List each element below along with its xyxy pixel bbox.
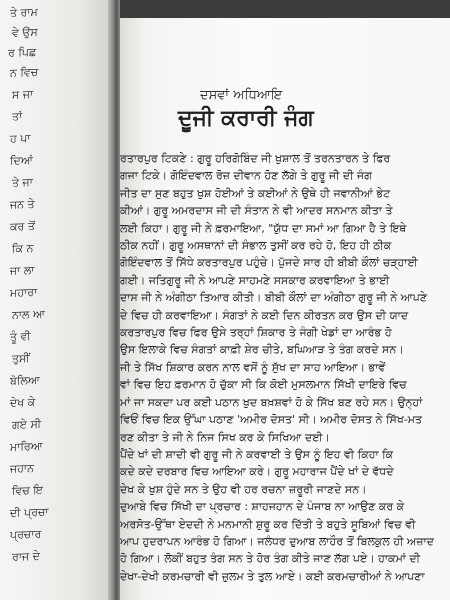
- chapter-number: ਦਸਵਾਂ ਅਧਿਆਇ: [200, 88, 283, 103]
- body-line: ਠੀਕ ਨਹੀਂ। ਗੁਰੂ ਅਸਥਾਨਾਂ ਦੀ ਸੰਭਾਲ ਤੁਸੀਂ ਕਰ ਰਹੇ ਹੋ, ਇਹ ਹੀ ਠੀਕ: [120, 239, 392, 253]
- body-line: ਮਾਂ ਜਾ ਸਕਦਾ ਪਰ ਕਈ ਪਠਾਨ ਖੁਦ ਬਖ਼ਸ਼ਵਾਂ ਹੋ ਕੇ ਸਿੱਖ ਬਣ ਰਹੇ ਸਨ। ਉਨ੍ਹਾਂ: [120, 395, 423, 409]
- body-line: ਵਿਓਂ ਵਿਚ ਇਕ ਉੱਘਾ ਪਠਾਣ 'ਅਮੀਰ ਦੋਸਤ' ਸੀ। ਅਮੀਰ ਦੋਸਤ ਨੇ ਸਿੱਖ-ਮਤ: [120, 413, 423, 427]
- left-page-line: ਦਿਆਂ: [10, 153, 33, 168]
- left-page-line: ਤੇ ਜਾ: [12, 175, 33, 190]
- left-page-line: ਤੂੰ ਵੀ: [10, 329, 31, 344]
- body-line: ਗਈ। ਜਤਿਗੁਰੂ ਜੀ ਨੇ ਆਪਣੇ ਸਾਹਮਣੇ ਸਸਕਾਰ ਕਰਵਾਇਆ ਤੇ ਭਾਈ: [120, 273, 390, 287]
- body-line: ਹੋ ਗਿਆ। ਲੋਕੀਂ ਬਹੁਤ ਤੰਗ ਸਨ ਤੇ ਹੋਰ ਤੰਗ ਕੀਤੇ ਜਾਣ ਲੱਗ ਪਏ। ਹਾਕਮਾਂ ਦੀ: [120, 552, 421, 566]
- body-line: ਜੀਤ ਦਾ ਸੁਣ ਬਹੁਤ ਖੁਸ਼ ਹੋਈਆਂ ਤੇ ਕਈਆਂ ਨੇ ਉਥੇ ਹੀ ਜਵਾਨੀਆਂ ਭੇਟ: [120, 186, 391, 200]
- body-line: ਅਰਸੋਤ-ਉੱਥਾ ਏਦਦੀ ਨੇ ਮਨਮਾਨੀ ਸ਼ੁਰੂ ਕਰ ਦਿੱਤੀ ਤੇ ਬਹੁਤੇ ਸੂਬਿਆਂ ਵਿਚ ਵੀ: [120, 517, 416, 531]
- body-line: ਉਸ ਇਲਾਕੇ ਵਿਚ ਸੰਗਤਾਂ ਕਾਫ਼ੀ ਸ਼ੇਰ ਚੀਤੇ, ਬਘਿਆੜ ਤੇ ਤੰਗ ਕਰਦੇ ਸਨ।: [120, 343, 404, 357]
- left-page-line: ਜਹਾਨ: [10, 461, 34, 476]
- left-page-line: ਬੋਲਿਆ: [10, 373, 40, 388]
- left-page-line: ਗਏ ਸੀ: [12, 417, 42, 432]
- left-page-line: ਕਰ ਤੋਂ: [10, 219, 35, 234]
- body-line: ਦੁਆਬੇ ਵਿਚ ਸਿੱਖੀ ਦਾ ਪ੍ਰਚਾਰ : ਸ਼ਾਹਜਹਾਨ ਦੇ ਪੰਜਾਬ ਨਾ ਆਉਣ ਕਰ ਕੇ: [120, 500, 405, 514]
- body-line: ਜੀ ਤੇ ਸਿੱਖ ਸ਼ਿਕਾਰ ਕਰਨ ਨਾਲ ਵਸੋਂ ਨੂੰ ਸੁੱਖ ਦਾ ਸਾਹ ਆਇਆ। ਭਾਵੇਂ: [120, 360, 386, 374]
- body-line: ਦੇ ਵਿਚ ਹੀ ਕਰਵਾਇਆ। ਸੰਗਤਾਂ ਨੇ ਕਈ ਦਿਨ ਕੀਰਤਨ ਕਰ ਉਸ ਦੀ ਯਾਦ: [120, 308, 409, 322]
- left-page-line: ਸ ਜਾ: [12, 87, 34, 102]
- left-page-line: ਵੇ ਉਸ: [12, 25, 38, 40]
- left-page-line: ਮਹਾਰਾ: [10, 285, 38, 300]
- body-line: ਦੇਖ ਕੇ ਖੁਸ਼ ਹੁੰਦੇ ਸਨ ਤੇ ਉਹ ਵੀ ਹਰ ਰਚਨਾ ਜ਼ਰੂਰੀ ਜਾਣਦੇ ਸਨ।: [120, 482, 367, 496]
- left-page-line: ਜਨ ਤੇ: [10, 197, 35, 212]
- body-line: ਦਾਸ ਜੀ ਨੇ ਅੰਗੀਠਾ ਤਿਆਰ ਕੀਤੀ। ਬੀਬੀ ਕੌਲਾਂ ਦਾ ਅੰਗੀਠਾ ਗੁਰੂ ਜੀ ਨੇ ਆਪਣੇ: [120, 291, 428, 305]
- chapter-body: [120, 150, 446, 585]
- page-top-shadow: [120, 0, 450, 18]
- left-page-line: ਪ੍ਰਚਾਰ: [10, 527, 42, 542]
- left-page-line: ਦੇਖ ਕੇ: [10, 395, 36, 410]
- left-page-line: ਜਾ ਲਾ: [10, 263, 35, 278]
- left-page-line: ਤੇ ਰਾਮ: [10, 5, 38, 20]
- chapter-title: ਦੂਜੀ ਕਰਾਰੀ ਜੰਗ: [178, 106, 314, 131]
- left-page-line: ਮਾਰਿਆ: [10, 439, 43, 454]
- body-line: ਵਾਂ ਵਿਚ ਇਹ ਫ਼ਰਮਾਨ ਹੋ ਚੁੱਕਾ ਸੀ ਕਿ ਕੋਈ ਮੁਸਲਮਾਨ ਸਿੱਖੀ ਦਾਇਰੇ ਵਿਚ: [120, 378, 407, 392]
- body-line: ਲਈ ਕਿਹਾ। ਗੁਰੂ ਜੀ ਨੇ ਫ਼ਰਮਾਇਆ, "ਯੁੱਧ ਦਾ ਸਮਾਂ ਆ ਗਿਆ ਹੈ ਤੇ ਇਥੇ: [120, 221, 407, 235]
- left-page-line: ਕਿ ਨ: [12, 241, 34, 256]
- body-line: ਕਰਤਾਰਪੁਰ ਵਿਚ ਫਿਰ ਉਸੇ ਤਰ੍ਹਾਂ ਸ਼ਿਕਾਰ ਤੇ ਜੰਗੀ ਖੇਡਾਂ ਦਾ ਆਰੰਭ ਹੋ: [120, 326, 392, 340]
- body-line: ਗਜਾ ਟਿਕੇ। ਗੋਇੰਦਵਾਲ ਰੋਜ਼ ਦੀਵਾਨ ਹੋਣ ਲੱਗੇ ਤੇ ਗੁਰੂ ਜੀ ਦੀ ਜੰਗ: [120, 169, 372, 183]
- left-page-line: ਰਾਜ ਦੇ: [12, 549, 40, 564]
- body-line: ਰਤਾਰਪੁਰ ਟਿਕਣੇ : ਗੁਰੂ ਹਰਿਗੋਬਿੰਦ ਜੀ ਖੁਸ਼ਾਲ ਤੋਂ ਤਰਨਤਾਰਨ ਤੇ ਫਿਰ: [120, 152, 391, 165]
- left-page-line: ਦੀ ਪ੍ਰਚਾ: [10, 505, 49, 520]
- left-page-line: ਨ ਵਿਚ: [10, 65, 39, 80]
- body-line: ਰਣ ਕੀਤਾ ਤੇ ਜੀ ਨੇ ਨਿਜ ਸਿਖ ਕਰ ਕੇ ਸਿਖਿਆ ਦਈ।: [120, 430, 330, 444]
- body-line: ਕਦੇ ਕਦੇ ਦਰਬਾਰ ਵਿਚ ਆਇਆ ਕਰੇ। ਗੁਰੂ ਮਹਾਰਾਜ ਪੈਂਦੇ ਖਾਂ ਦੇ ਵੱਧਦੇ: [120, 465, 394, 479]
- left-page-line: ਨਾਲ ਆ: [12, 307, 45, 322]
- left-page-line: ਵਿਚ ਇ: [12, 483, 43, 498]
- body-line: ਕੀਆਂ। ਗੁਰੂ ਅਮਰਦਾਸ ਜੀ ਦੀ ਸੰਤਾਨ ਨੇ ਵੀ ਆਦਰ ਸਨਮਾਨ ਕੀਤਾ ਤੇ: [120, 204, 393, 218]
- left-page: [0, 0, 112, 600]
- left-page-line: ਤੁਸੀਂ: [12, 351, 30, 366]
- body-line: ਦੇਖਾ-ਦੇਖੀ ਕਰਮਚਾਰੀ ਵੀ ਜ਼ੁਲਮ ਤੇ ਤੁਲ ਆਏ। ਕਈ ਕਰਮਚਾਰੀਆਂ ਨੇ ਆਪਣਾ: [120, 569, 425, 583]
- left-page-line: ਰ ਪਿਛ: [8, 45, 37, 60]
- body-line: ਪੈਂਦੇ ਖਾਂ ਦੀ ਸ਼ਾਦੀ ਵੀ ਗੁਰੂ ਜੀ ਨੇ ਕਰਵਾਈ ਤੇ ਉਸ ਨੂੰ ਇਹ ਵੀ ਕਿਹਾ ਕਿ: [120, 447, 394, 461]
- body-line: ਆਪ ਹੁਦਰਾਪਨ ਆਰੰਭ ਹੋ ਗਿਆ। ਜਲੰਧਰ ਦੁਆਬ ਲਾਹੌਰ ਤੋਂ ਬਿਲਕੁਲ ਹੀ ਅਜ਼ਾਦ: [120, 534, 434, 548]
- left-page-line: ਤਾਂ: [12, 109, 23, 124]
- body-line: ਗੋਇੰਦਵਾਲ ਤੋਂ ਸਿੱਧੇ ਕਰਤਾਰਪੁਰ ਪਹੁੰਚੇ। ਪੁੱਜਦੇ ਸਾਰ ਹੀ ਬੀਬੀ ਕੌਲਾਂ ਚੜ੍ਹਾਈ: [120, 256, 418, 270]
- right-page: [120, 0, 450, 600]
- left-page-line: ਹ ਪਾ: [10, 131, 31, 146]
